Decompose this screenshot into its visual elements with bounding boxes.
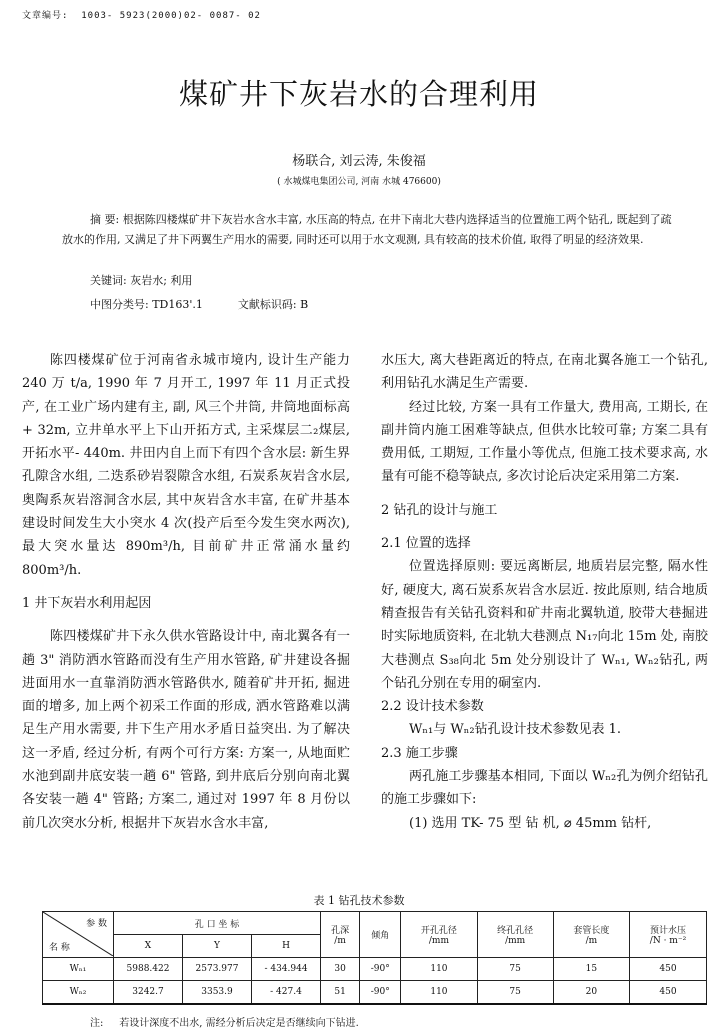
class-label: 中图分类号:: [90, 298, 149, 311]
header-depth: 孔深 /m: [321, 912, 360, 958]
table-corner-header: [43, 912, 114, 958]
cell-pressure: 450: [629, 981, 706, 1005]
cell-x: 3242.7: [114, 981, 183, 1005]
section-heading: 2 钻孔的设计与施工: [381, 502, 498, 518]
cell-y: 2573.977: [183, 958, 252, 981]
header-open-dia: 开孔孔径 /mm: [401, 912, 477, 958]
cell-casing: 15: [553, 958, 629, 981]
abstract: [62, 210, 672, 250]
article-id: 文章编号: 1003- 5923(2000)02- 0087- 02: [22, 11, 261, 21]
subsection-heading: 2.3 施工步骤: [381, 745, 458, 761]
header-coord: 孔 口 坐 标: [114, 912, 321, 935]
doc-code: B: [300, 298, 309, 311]
header-y: Y: [183, 935, 252, 958]
cell-name: Wₙ₁: [43, 958, 114, 981]
table-note: [90, 1014, 359, 1029]
header-final-dia: 终孔孔径 /mm: [477, 912, 553, 958]
table-caption: 表 1 钻孔技术参数: [313, 894, 405, 907]
cell-casing: 20: [553, 981, 629, 1005]
header-param: 参 数: [86, 919, 107, 929]
class-value: TD163'.1: [152, 298, 203, 311]
cell-h: - 427.4: [252, 981, 321, 1005]
abstract-text: 根据陈四楼煤矿井下灰岩水含水丰富, 水压高的特点, 在井下南北大巷内选择适当的位置施工两个钻孔, 既起到了疏放水的作用, 又满足了井下两翼生产用水的需要, 同时还可以用于水文观测, 具有较高的技术价值, 取得了明显的经济效果.: [62, 213, 672, 246]
paragraph: 经过比较, 方案一具有工作量大, 费用高, 工期长, 在副井筒内施工困难等缺点, 但供水比较可靠; 方案二具有费用低, 工期短, 工作量小等优点, 但施工技术要求高, 水量有可能不稳等缺点, 多次讨论后决定采用第二方案.: [381, 399, 708, 485]
classification-line: [90, 296, 308, 312]
keywords-label: 关键词:: [90, 274, 127, 287]
cell-h: - 434.944: [252, 958, 321, 981]
cell-final: 75: [477, 981, 553, 1005]
abstract-label: 摘 要:: [90, 213, 120, 226]
authors: 杨联合, 刘云涛, 朱俊福: [292, 154, 426, 169]
cell-open: 110: [401, 958, 477, 981]
cell-y: 3353.9: [183, 981, 252, 1005]
note-text: 若设计深度不出水, 需经分析后决定是否继续向下钻进.: [119, 1018, 359, 1029]
paragraph: 陈四楼煤矿位于河南省永城市境内, 设计生产能力 240 万 t/a, 1990 年 7 月开工, 1997 年 11 月正式投产, 在工业广场内建有主, 副, 风三个井筒, 井筒地面标高+ 32m, 立井单水平上下山开拓方式, 主采煤层二₂煤层, 开拓水平- 440m. 井田内自上而下有四个含水层: 新生界孔隙含水组, 二迭系砂岩裂隙含水组, 石炭系灰岩含水层, 奥陶系灰岩溶洞含水层, 其中灰岩含水丰富, 在矿井基本建设时间发生大小突水 4 次(投产后至今发生突水两次), 最大突水量达 890m³/h, 目前矿井正常涌水量约 800m³/h.: [22, 353, 350, 578]
cell-x: 5988.422: [114, 958, 183, 981]
cell-depth: 51: [321, 981, 360, 1005]
paragraph: (1) 选用 TK- 75 型 钻 机, ⌀ 45mm 钻杆,: [409, 815, 652, 831]
header-h: H: [252, 935, 321, 958]
keywords-text: 灰岩水; 利用: [130, 274, 193, 287]
table-row: [43, 981, 707, 1005]
drill-parameter-table: [42, 911, 707, 1005]
subsection-heading: 2.1 位置的选择: [381, 536, 471, 552]
paragraph: 水压大, 离大巷距离近的特点, 在南北翼各施工一个钻孔, 利用钻孔水满足生产需要.: [381, 353, 708, 392]
paragraph: 陈四楼煤矿井下永久供水管路设计中, 南北翼各有一趟 3" 消防洒水管路而没有生产用水管路, 矿井建设各掘进面用水一直靠消防洒水管路供水, 随着矿井开拓, 掘进面的增多, 加上两个初采工作面的形成, 洒水管路难以满足生产用水需要, 井下生产用水矛盾日益突出. 为了解决这一矛盾, 经过分析, 有两个可行方案: 方案一, 从地面贮水池到副井底安装一趟 6" 管路, 到井底后分别向南北翼各安装一趟 4" 管路; 方案二, 通过对 1997 年 8 月份以前几次突水分析, 根据井下灰岩水含水丰富,: [22, 629, 350, 831]
doc-code-label: 文献标识码:: [237, 298, 297, 311]
header-angle: 倾角: [360, 912, 401, 958]
cell-angle: -90°: [360, 981, 401, 1005]
cell-depth: 30: [321, 958, 360, 981]
affiliation: ( 水城煤电集团公司, 河南 水城 476600): [277, 177, 441, 187]
header-casing: 套管长度 /m: [553, 912, 629, 958]
cell-angle: -90°: [360, 958, 401, 981]
paper-title: 煤矿井下灰岩水的合理利用: [178, 77, 539, 111]
body-column-left: [22, 349, 350, 835]
keywords: [90, 272, 192, 288]
body-column-right: [381, 349, 708, 835]
cell-final: 75: [477, 958, 553, 981]
section-heading: 1 井下灰岩水利用起因: [22, 595, 152, 611]
header-pressure: 预计水压 /N · m⁻²: [629, 912, 706, 958]
cell-pressure: 450: [629, 958, 706, 981]
header-x: X: [114, 935, 183, 958]
paragraph: 位置选择原则: 要远离断层, 地质岩层完整, 隔水性好, 硬度大, 离石炭系灰岩含水层近. 按此原则, 结合地质精查报告有关钻孔资料和矿井南北翼轨道, 胶带大巷掘进时实际地质资料, 在北轨大巷测点 N₁₇向北 15m 处, 南胶大巷测点 S₃₈向北 5m 处分别设计了 Wₙ₁, Wₙ₂钻孔, 两个钻孔分别在专用的硐室内.: [381, 559, 708, 691]
cell-open: 110: [401, 981, 477, 1005]
table-row: [43, 958, 707, 981]
paragraph: 两孔施工步骤基本相同, 下面以 Wₙ₂孔为例介绍钻孔的施工步骤如下:: [381, 769, 708, 808]
cell-name: Wₙ₂: [43, 981, 114, 1005]
header-name: 名 称: [49, 943, 70, 953]
subsection-heading: 2.2 设计技术参数: [381, 699, 484, 715]
note-label: 注:: [90, 1018, 104, 1029]
paragraph: Wₙ₁与 Wₙ₂钻孔设计技术参数见表 1.: [409, 722, 622, 738]
